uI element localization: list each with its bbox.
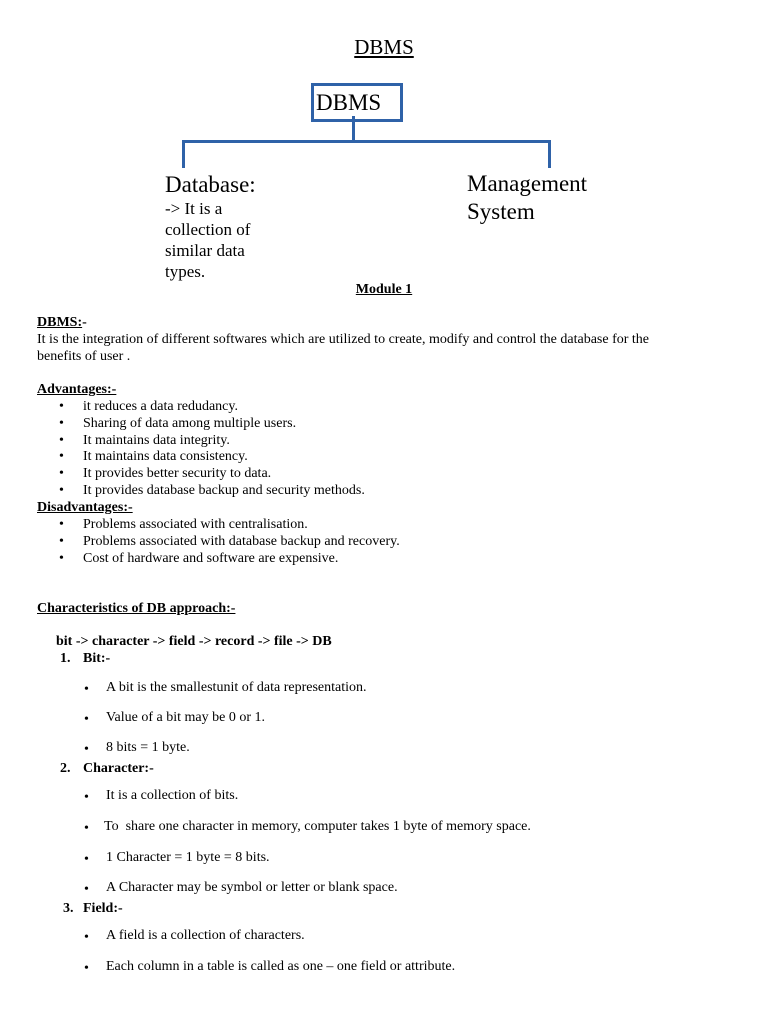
section-number: 3. — [63, 901, 74, 916]
page-title: DBMS — [354, 35, 414, 59]
bullet-icon: • — [84, 790, 89, 805]
diagram-left-heading: Database: — [165, 172, 256, 197]
list-item-text: Value of a bit may be 0 or 1. — [106, 710, 266, 725]
diagram-connector-stem — [352, 116, 355, 142]
list-item-text: It maintains data consistency. — [83, 449, 248, 464]
list-item-text: It provides database backup and security methods. — [83, 483, 365, 498]
advantages-heading: Advantages:- — [37, 382, 117, 397]
diagram-connector-left — [182, 140, 185, 168]
dbms-heading-suffix: - — [82, 315, 87, 330]
list-item-text: It maintains data integrity. — [83, 433, 230, 448]
bullet-icon: • — [59, 449, 64, 464]
dbms-heading — [37, 314, 87, 331]
bullet-icon: • — [84, 712, 89, 727]
module-heading: Module 1 — [355, 282, 413, 297]
section-title: Field:- — [83, 901, 123, 916]
bullet-icon: • — [84, 930, 89, 945]
diagram-connector-bar — [182, 140, 551, 143]
bullet-icon: • — [59, 466, 64, 481]
dbms-heading-label: DBMS: — [37, 315, 83, 330]
bullet-icon: • — [59, 399, 64, 414]
list-item-text: it reduces a data redudancy. — [83, 399, 238, 414]
list-item-text: Sharing of data among multiple users. — [83, 416, 297, 431]
bullet-icon: • — [59, 416, 64, 431]
list-item-text: 8 bits = 1 byte. — [106, 740, 190, 755]
bullet-icon: • — [84, 821, 89, 836]
list-item-text: To share one character in memory, computer takes 1 byte of memory space. — [104, 819, 531, 834]
list-item-text: Each column in a table is called as one – one field or attribute. — [106, 959, 456, 974]
dbms-definition-line2: benefits of user . — [37, 349, 131, 364]
section-number: 1. — [60, 651, 71, 666]
diagram-right-heading: Management System — [467, 171, 588, 224]
list-item-text: 1 Character = 1 byte = 8 bits. — [106, 850, 270, 865]
section-number: 2. — [60, 761, 71, 776]
bullet-icon: • — [84, 742, 89, 757]
bullet-icon: • — [59, 517, 64, 532]
diagram-connector-right — [548, 140, 551, 168]
list-item-text: A bit is the smallestunit of data representation. — [106, 680, 367, 695]
list-item-text: It provides better security to data. — [83, 466, 272, 481]
data-hierarchy: bit -> character -> field -> record -> file -> DB — [56, 634, 332, 649]
characteristics-heading: Characteristics of DB approach:- — [37, 601, 236, 616]
dbms-definition-line1: It is the integration of different softwares which are utilized to create, modify and control the database for the — [37, 332, 650, 347]
bullet-icon: • — [84, 852, 89, 867]
bullet-icon: • — [84, 961, 89, 976]
bullet-icon: • — [59, 433, 64, 448]
list-item-text: Problems associated with centralisation. — [83, 517, 308, 532]
disadvantages-heading: Disadvantages:- — [37, 500, 133, 515]
bullet-icon: • — [84, 682, 89, 697]
list-item-text: It is a collection of bits. — [106, 788, 239, 803]
diagram-left-body: -> It is a collection of similar data types. — [165, 199, 251, 281]
list-item-text: Cost of hardware and software are expensive. — [83, 551, 339, 566]
list-item-text: A Character may be symbol or letter or blank space. — [106, 880, 398, 895]
bullet-icon: • — [59, 534, 64, 549]
section-title: Character:- — [83, 761, 154, 776]
list-item-text: Problems associated with database backup and recovery. — [83, 534, 400, 549]
bullet-icon: • — [84, 882, 89, 897]
bullet-icon: • — [59, 551, 64, 566]
section-title: Bit:- — [83, 651, 111, 666]
diagram-root-label: DBMS — [316, 90, 382, 115]
list-item-text: A field is a collection of characters. — [106, 928, 305, 943]
bullet-icon: • — [59, 483, 64, 498]
